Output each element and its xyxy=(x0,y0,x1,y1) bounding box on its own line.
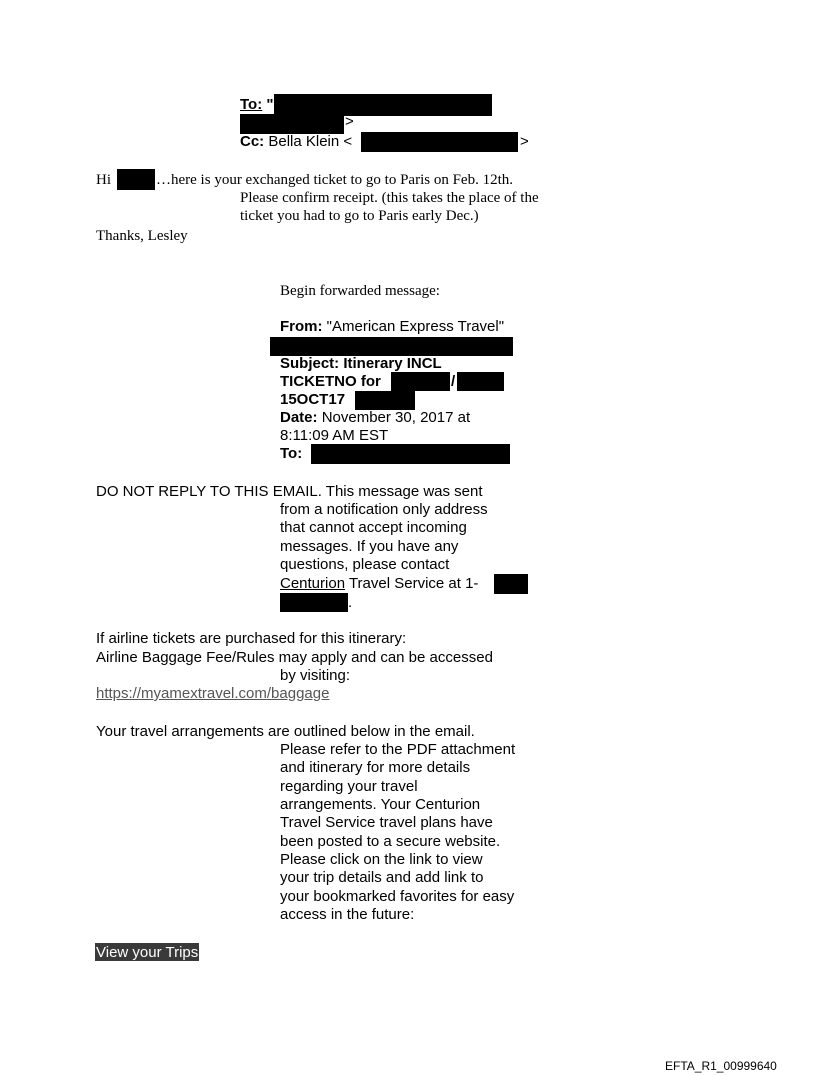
to-close: > xyxy=(345,113,354,130)
noreply-line-4: messages. If you have any xyxy=(280,538,459,555)
airline-line-2: Airline Baggage Fee/Rules may apply and can be accessed xyxy=(96,649,493,666)
date-value-1: November 30, 2017 at xyxy=(321,409,471,426)
document-id: EFTA_R1_00999640 xyxy=(665,1059,777,1073)
redaction-phone-1 xyxy=(494,574,528,594)
note-line-3: ticket you had to go to Paris early Dec.) xyxy=(240,208,479,224)
subject-text-3: 15OCT17 xyxy=(280,391,346,408)
to-line xyxy=(240,96,274,114)
from-label: From: xyxy=(280,318,323,335)
travel-line-7: been posted to a secure website. xyxy=(280,833,501,850)
date-label: Date: xyxy=(280,409,318,426)
note-line-2: Please confirm receipt. (this takes the place of the xyxy=(240,190,539,206)
redaction-name xyxy=(117,169,155,190)
noreply-line-5: questions, please contact xyxy=(280,556,450,573)
redaction-subject-1 xyxy=(391,372,450,391)
fwd-to-line xyxy=(280,445,302,463)
noreply-line-7: . xyxy=(348,594,353,611)
redaction-subject-2 xyxy=(457,372,504,391)
cc-line xyxy=(240,133,352,151)
date-line-2: 8:11:09 AM EST xyxy=(280,427,389,444)
travel-service-text: Travel Service at 1- xyxy=(345,575,479,592)
from-value: "American Express Travel" xyxy=(326,318,505,335)
subject-line-3 xyxy=(280,391,345,409)
airline-line-3: by visiting: xyxy=(280,667,351,684)
airline-line-1: If airline tickets are purchased for this itinerary: xyxy=(96,630,407,647)
redaction-subject-3 xyxy=(355,391,415,410)
baggage-link[interactable]: https://myamextravel.com/baggage xyxy=(96,685,330,702)
subject-slash xyxy=(451,373,455,391)
redaction-to-address xyxy=(274,94,492,116)
to-label: To: xyxy=(240,96,263,113)
view-trips-button[interactable]: View your Trips xyxy=(96,944,199,961)
noreply-line-1: DO NOT REPLY TO THIS EMAIL. This message was sent xyxy=(96,483,483,500)
noreply-line-3: that cannot accept incoming xyxy=(280,519,467,536)
travel-line-1: Your travel arrangements are outlined below in the email. xyxy=(96,723,475,740)
subject-text-1: Subject: Itinerary INCL xyxy=(280,355,442,372)
subject-text-2: TICKETNO for xyxy=(280,373,381,390)
note-thanks: Thanks, Lesley xyxy=(96,228,188,244)
redaction-phone-2 xyxy=(280,593,348,612)
note-hi: Hi xyxy=(96,172,111,188)
subject-line-2 xyxy=(280,373,381,391)
redaction-from-address xyxy=(270,337,513,356)
from-line xyxy=(280,318,504,336)
cc-name: Bella Klein < xyxy=(268,133,353,150)
centurion-text: Centurion xyxy=(280,575,346,592)
travel-line-2: Please refer to the PDF attachment xyxy=(280,741,516,758)
travel-line-10: your bookmarked favorites for easy xyxy=(280,888,515,905)
travel-line-11: access in the future: xyxy=(280,906,415,923)
travel-line-4: regarding your travel xyxy=(280,778,418,795)
forwarded-begin: Begin forwarded message: xyxy=(280,283,440,299)
redaction-fwd-to xyxy=(311,444,510,464)
noreply-line-6 xyxy=(280,575,478,593)
travel-line-3: and itinerary for more details xyxy=(280,759,471,776)
redaction-cc-address xyxy=(361,132,518,152)
redaction-to-address-2 xyxy=(240,114,344,134)
travel-line-6: Travel Service travel plans have xyxy=(280,814,493,831)
travel-line-8: Please click on the link to view xyxy=(280,851,483,868)
cc-label: Cc: xyxy=(240,133,265,150)
fwd-to-label: To: xyxy=(280,445,303,462)
cc-close: > xyxy=(520,133,529,150)
travel-line-5: arrangements. Your Centurion xyxy=(280,796,481,813)
noreply-line-2: from a notification only address xyxy=(280,501,488,518)
to-quote: " xyxy=(266,96,274,113)
date-line-1 xyxy=(280,409,470,427)
travel-line-9: your trip details and add link to xyxy=(280,869,484,886)
note-line-1: …here is your exchanged ticket to go to Paris on Feb. 12th. xyxy=(156,172,514,188)
subject-slash-text: / xyxy=(451,373,456,390)
subject-line-1 xyxy=(280,355,442,373)
